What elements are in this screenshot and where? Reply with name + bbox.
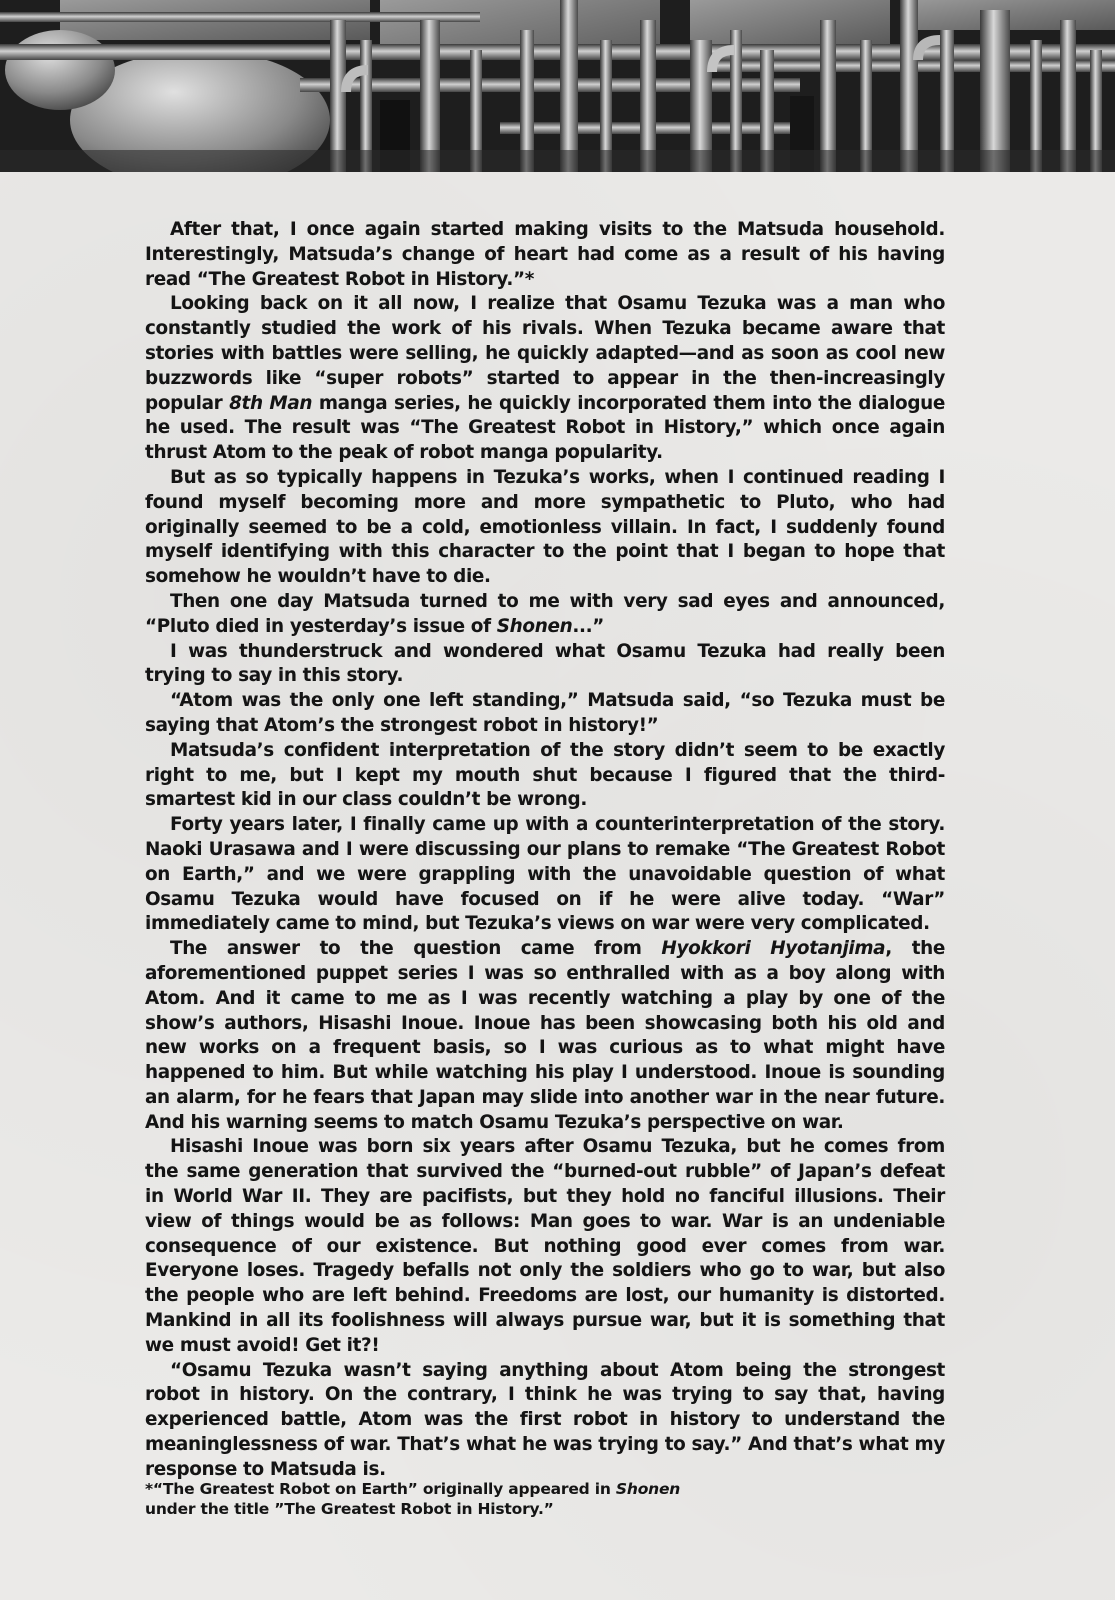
article-text bbox=[145, 218, 945, 1483]
text-run: “Osamu Tezuka wasn’t saying anything about Atom being the strongest robot in history. On the contrary, I think he was trying to say that, having experienced battle, Atom was the first robot in history to understand the meaninglessness of war. That’s what he was trying to say.” And that’s what my response to Matsuda is. bbox=[145, 1359, 945, 1480]
text-run: Matsuda’s confident interpretation of the story didn’t seem to be exactly right to me, but I kept my mouth shut because I figured that the third-smartest kid in our class couldn’t be wrong. bbox=[145, 739, 945, 811]
paragraph bbox=[145, 466, 945, 590]
text-run: Looking back on it all now, I realize that Osamu Tezuka was a man who constantly studied the work of his rivals. When Tezuka became aware that stories with battles were selling, he quickly adapted—and as soon as cool new buzzwords like “super robots” started to appear in the then-increasingly popular bbox=[145, 293, 945, 414]
page-body bbox=[0, 172, 1115, 1600]
text-run: But as so typically happens in Tezuka’s works, when I continued reading I found myself becoming more and more sympathetic to Pluto, who had originally seemed to be a cold, emotionless villain. In fact, I suddenly found myself identifying with this character to the point that I began to hope that somehow he wouldn’t have to die. bbox=[145, 466, 945, 588]
text-run: Then one day Matsuda turned to me with very sad eyes and announced, “Pluto died in yesterday’s issue of bbox=[145, 590, 945, 637]
footnote-line-2: under the title ”The Greatest Robot in History.” bbox=[145, 1500, 554, 1518]
paragraph bbox=[145, 739, 945, 813]
footnote bbox=[145, 1479, 845, 1519]
text-run: manga series, he quickly incorporated them into the dialogue he used. The result was “The Greatest Robot in History,” which once again thrust Atom to the peak of robot manga popularity. bbox=[145, 392, 946, 464]
paragraph bbox=[145, 937, 945, 1135]
paragraph bbox=[145, 640, 945, 690]
paragraph bbox=[145, 292, 945, 466]
text-run: Forty years later, I finally came up with a counterinterpretation of the story. Naoki Urasawa and I were discussing our plans to remake “The Greatest Robot on Earth,” and we were grappling with the unavoidable question of what Osamu Tezuka would have focused on if he were alive today. “War” immediately came to mind, but Tezuka’s views on war were very complicated. bbox=[145, 814, 945, 935]
italic-title: 8th Man bbox=[229, 392, 313, 414]
text-run: , the aforementioned puppet series I was so enthralled with as a boy along with Atom. And it came to me as I was recently watching a play by one of the show’s authors, Hisashi Inoue. Inoue has been showcasing both his old and new works on a frequent basis, so I was curious as to what might have happened to him. But while watching his play I understood. Inoue is sounding an alarm, for he fears that Japan may slide into another war in the near future. And his warning seems to match Osamu Tezuka’s perspective on war. bbox=[145, 938, 946, 1133]
paragraph bbox=[145, 590, 945, 640]
italic-title: Shonen bbox=[496, 615, 573, 637]
paragraph bbox=[145, 1359, 945, 1483]
italic-title: Hyokkori Hyotanjima bbox=[661, 938, 886, 960]
text-run: After that, I once again started making visits to the Matsuda household. Interestingly, Matsuda’s change of heart had come as a result of his having read “The Greatest Robot in History.”* bbox=[145, 219, 945, 290]
footnote-text: *“The Greatest Robot on Earth” originally appeared in bbox=[145, 1480, 616, 1498]
text-run: “Atom was the only one left standing,” Matsuda said, “so Tezuka must be saying that Atom’s the strongest robot in history!” bbox=[145, 690, 945, 736]
text-run: ...” bbox=[572, 615, 604, 637]
text-run: I was thunderstruck and wondered what Osamu Tezuka had really been trying to say in this story. bbox=[145, 640, 945, 687]
paragraph bbox=[145, 218, 945, 292]
paragraph bbox=[145, 813, 945, 937]
text-run: Hisashi Inoue was born six years after Osamu Tezuka, but he comes from the same generation that survived the “burned-out rubble” of Japan’s defeat in World War II. They are pacifists, but they hold no fanciful illusions. Their view of things would be as follows: Man goes to war. War is an undeniable consequence of our existence. But nothing good ever comes from war. Everyone loses. Tragedy befalls not only the soldiers who go to war, but also the people who are left behind. Freedoms are lost, our humanity is distorted. Mankind in all its foolishness will always pursue war, but it is something that we must avoid! Get it?! bbox=[145, 1136, 945, 1356]
paragraph bbox=[145, 689, 945, 739]
text-run: The answer to the question came from bbox=[170, 938, 662, 960]
paragraph bbox=[145, 1135, 945, 1358]
footnote-line-1 bbox=[145, 1479, 845, 1499]
footnote-italic-title: Shonen bbox=[615, 1480, 681, 1498]
header-illustration-pipes bbox=[0, 0, 1115, 172]
